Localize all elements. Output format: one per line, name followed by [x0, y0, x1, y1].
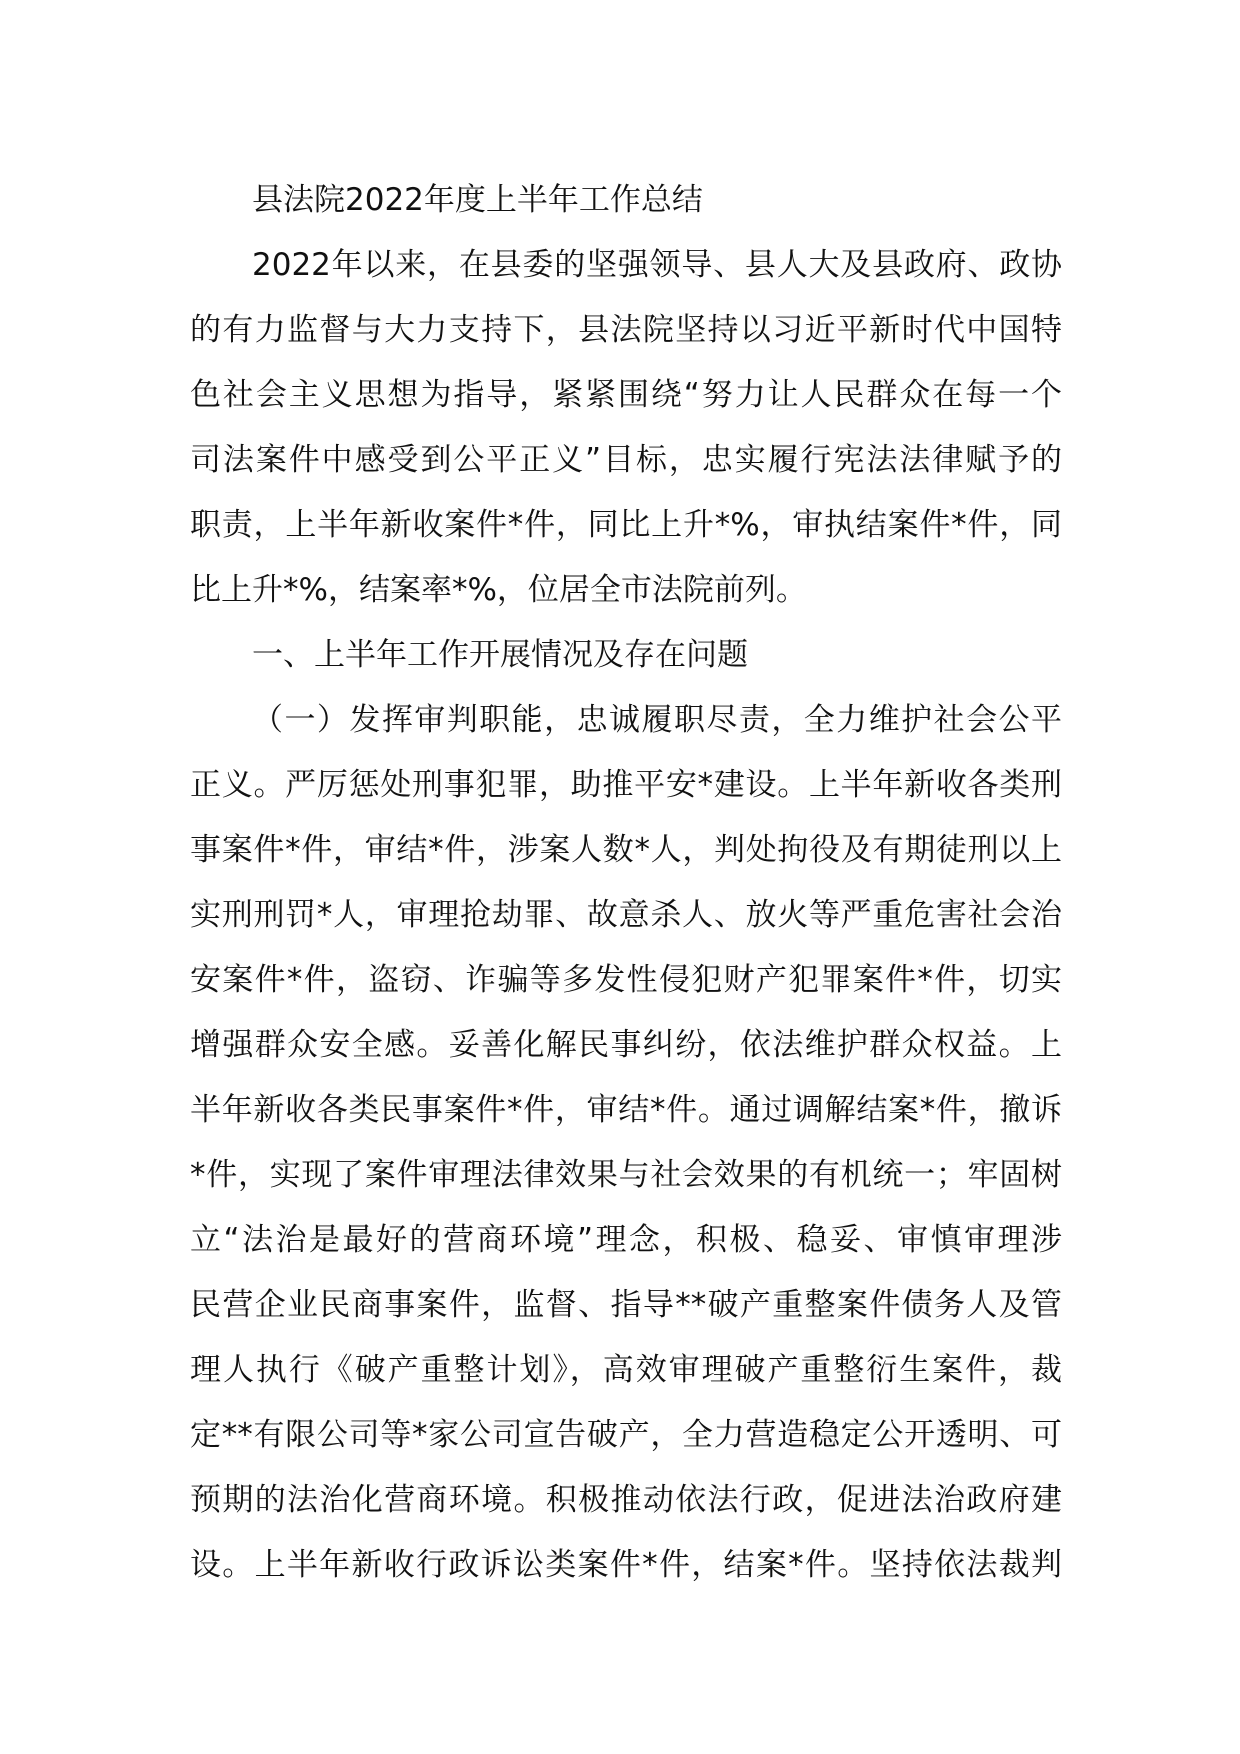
document-body	[190, 168, 1062, 1598]
paragraph-line: 预期的法治化营商环境。积极推动依法行政，促进法治政府建	[190, 1482, 1062, 1518]
paragraph-line: 色社会主义思想为指导，紧紧围绕“努力让人民群众在每一个	[190, 377, 1062, 413]
paragraph-line: 理人执行《破产重整计划》，高效审理破产重整衍生案件，裁	[190, 1352, 1062, 1388]
paragraph-line: 司法案件中感受到公平正义”目标，忠实履行宪法法律赋予的	[190, 442, 1062, 478]
paragraph-line: 事案件*件，审结*件，涉案人数*人，判处拘役及有期徒刑以上	[190, 832, 1062, 868]
paragraph-line: 实刑刑罚*人，审理抢劫罪、故意杀人、放火等严重危害社会治	[190, 897, 1062, 933]
paragraph-line: 比上升*%，结案率*%，位居全市法院前列。	[190, 572, 807, 608]
paragraph-line: 半年新收各类民事案件*件，审结*件。通过调解结案*件，撤诉	[190, 1092, 1062, 1128]
paragraph-line: 定**有限公司等*家公司宣告破产，全力营造稳定公开透明、可	[190, 1417, 1062, 1453]
section-heading: 一、上半年工作开展情况及存在问题	[252, 637, 748, 673]
paragraph-line: 的有力监督与大力支持下，县法院坚持以习近平新时代中国特	[190, 312, 1062, 348]
document-title: 县法院2022年度上半年工作总结	[252, 182, 703, 218]
paragraph-line: 正义。严厉惩处刑事犯罪，助推平安*建设。上半年新收各类刑	[190, 767, 1062, 803]
paragraph-line: 增强群众安全感。妥善化解民事纠纷，依法维护群众权益。上	[190, 1027, 1062, 1063]
paragraph-line: 2022年以来，在县委的坚强领导、县人大及县政府、政协	[252, 247, 1062, 283]
paragraph-line: （一）发挥审判职能，忠诚履职尽责，全力维护社会公平	[252, 702, 1062, 738]
paragraph-line: 民营企业民商事案件，监督、指导**破产重整案件债务人及管	[190, 1287, 1062, 1323]
paragraph-line: 立“法治是最好的营商环境”理念，积极、稳妥、审慎审理涉	[190, 1222, 1062, 1258]
paragraph-line: 职责，上半年新收案件*件，同比上升*%，审执结案件*件，同	[190, 507, 1062, 543]
paragraph-line: *件，实现了案件审理法律效果与社会效果的有机统一；牢固树	[190, 1157, 1062, 1193]
paragraph-line: 安案件*件，盗窃、诈骗等多发性侵犯财产犯罪案件*件，切实	[190, 962, 1062, 998]
paragraph-line: 设。上半年新收行政诉讼类案件*件，结案*件。坚持依法裁判	[190, 1547, 1062, 1583]
